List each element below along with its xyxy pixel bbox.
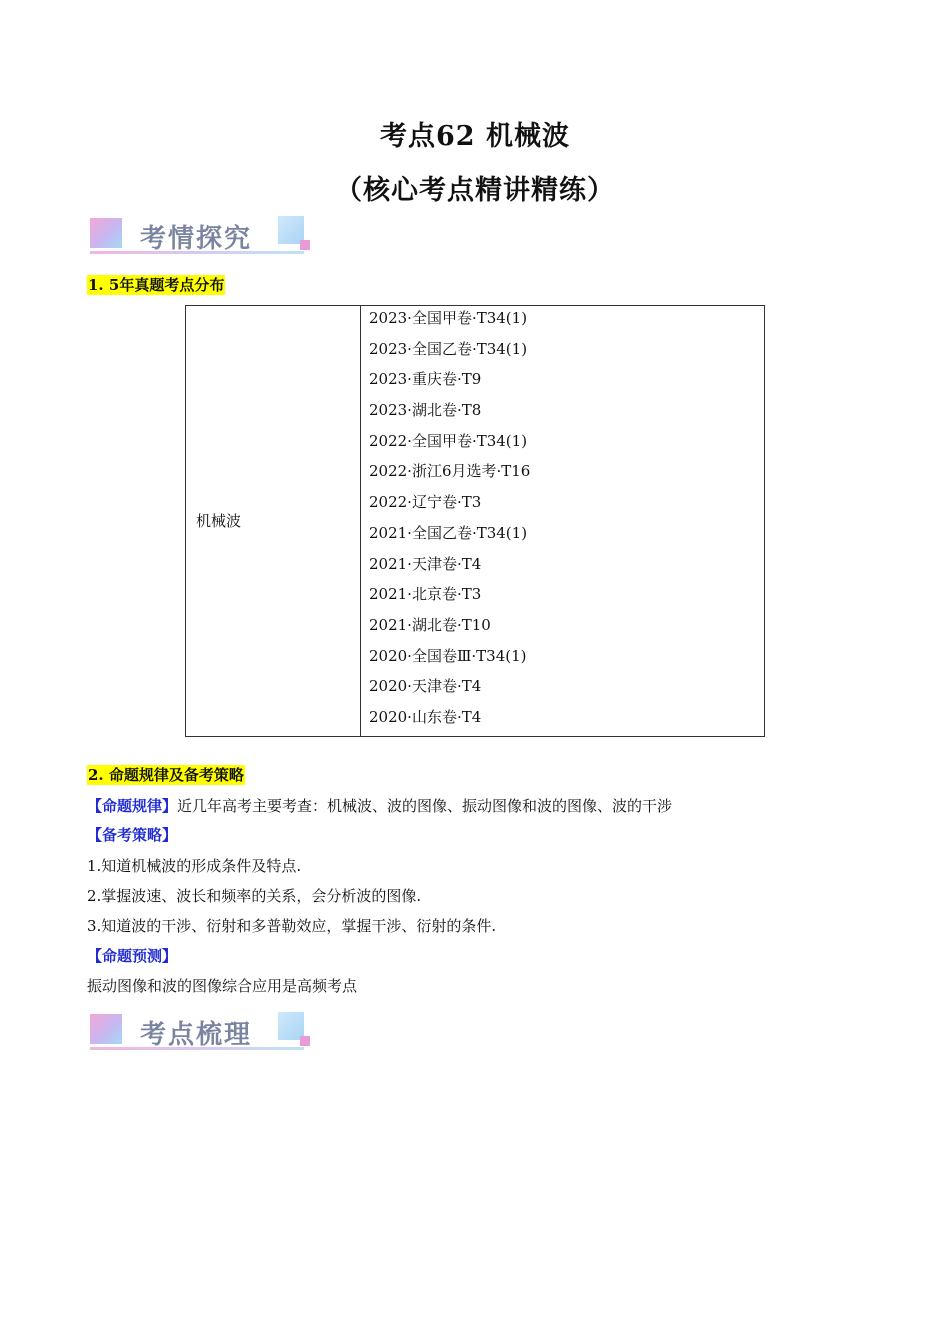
list-item: 2023·湖北卷·T8 [369,401,482,420]
strategy-label-line [87,825,177,845]
list-item: 2021·湖北卷·T10 [369,615,491,634]
section-banner-kaodian [88,1010,314,1056]
forecast-label-line [87,946,177,966]
table-items-cell [361,306,765,737]
banner-decoration [90,1014,122,1044]
rule-label: 【命题规律】 [87,797,178,815]
strategy-item: 3.知道波的干涉、衍射和多普勒效应，掌握干涉、衍射的条件. [87,917,497,935]
page-subtitle: （核心考点精讲精练） [335,175,615,206]
table-category-cell: 机械波 [186,306,361,737]
page-title: 考点62 机械波 [380,121,570,152]
strategy-label: 【备考策略】 [87,826,178,844]
list-item: 2022·浙江6月选考·T16 [369,462,531,481]
list-item: 2021·北京卷·T3 [369,585,482,604]
rule-text: 近几年高考主要考查：机械波、波的图像、振动图像和波的图像、波的干涉 [177,797,673,815]
list-item: 2023·重庆卷·T9 [369,370,482,389]
banner-decoration [300,240,310,250]
section-heading-strategy: 2. 命题规律及备考策略 [88,766,244,784]
list-item: 2020·天津卷·T4 [369,677,482,696]
banner-decoration [300,1036,310,1046]
list-item: 2020·全国卷Ⅲ·T34(1) [369,646,527,665]
table-row [186,306,765,737]
strategy-item: 2.掌握波速、波长和频率的关系，会分析波的图像. [87,887,422,905]
section-heading-distribution: 1. 5年真题考点分布 [88,276,225,294]
list-item: 2022·全国甲卷·T34(1) [369,431,528,450]
strategy-item: 1.知道机械波的形成条件及特点. [87,857,302,875]
list-item: 2023·全国甲卷·T34(1) [369,309,528,327]
list-item: 2022·辽宁卷·T3 [369,493,482,512]
section-banner-kaoqing [88,214,314,260]
banner-decoration [90,218,122,248]
list-item: 2021·全国乙卷·T34(1) [369,523,528,542]
list-item: 2020·山东卷·T4 [369,707,482,726]
list-item: 2023·全国乙卷·T34(1) [369,339,528,358]
banner-text: 考情探究 [140,224,253,254]
forecast-label: 【命题预测】 [87,947,178,965]
rule-paragraph [87,796,672,816]
banner-text: 考点梳理 [140,1020,253,1050]
exam-distribution-table [185,305,765,737]
forecast-text: 振动图像和波的图像综合应用是高频考点 [87,977,358,995]
list-item: 2021·天津卷·T4 [369,554,482,573]
